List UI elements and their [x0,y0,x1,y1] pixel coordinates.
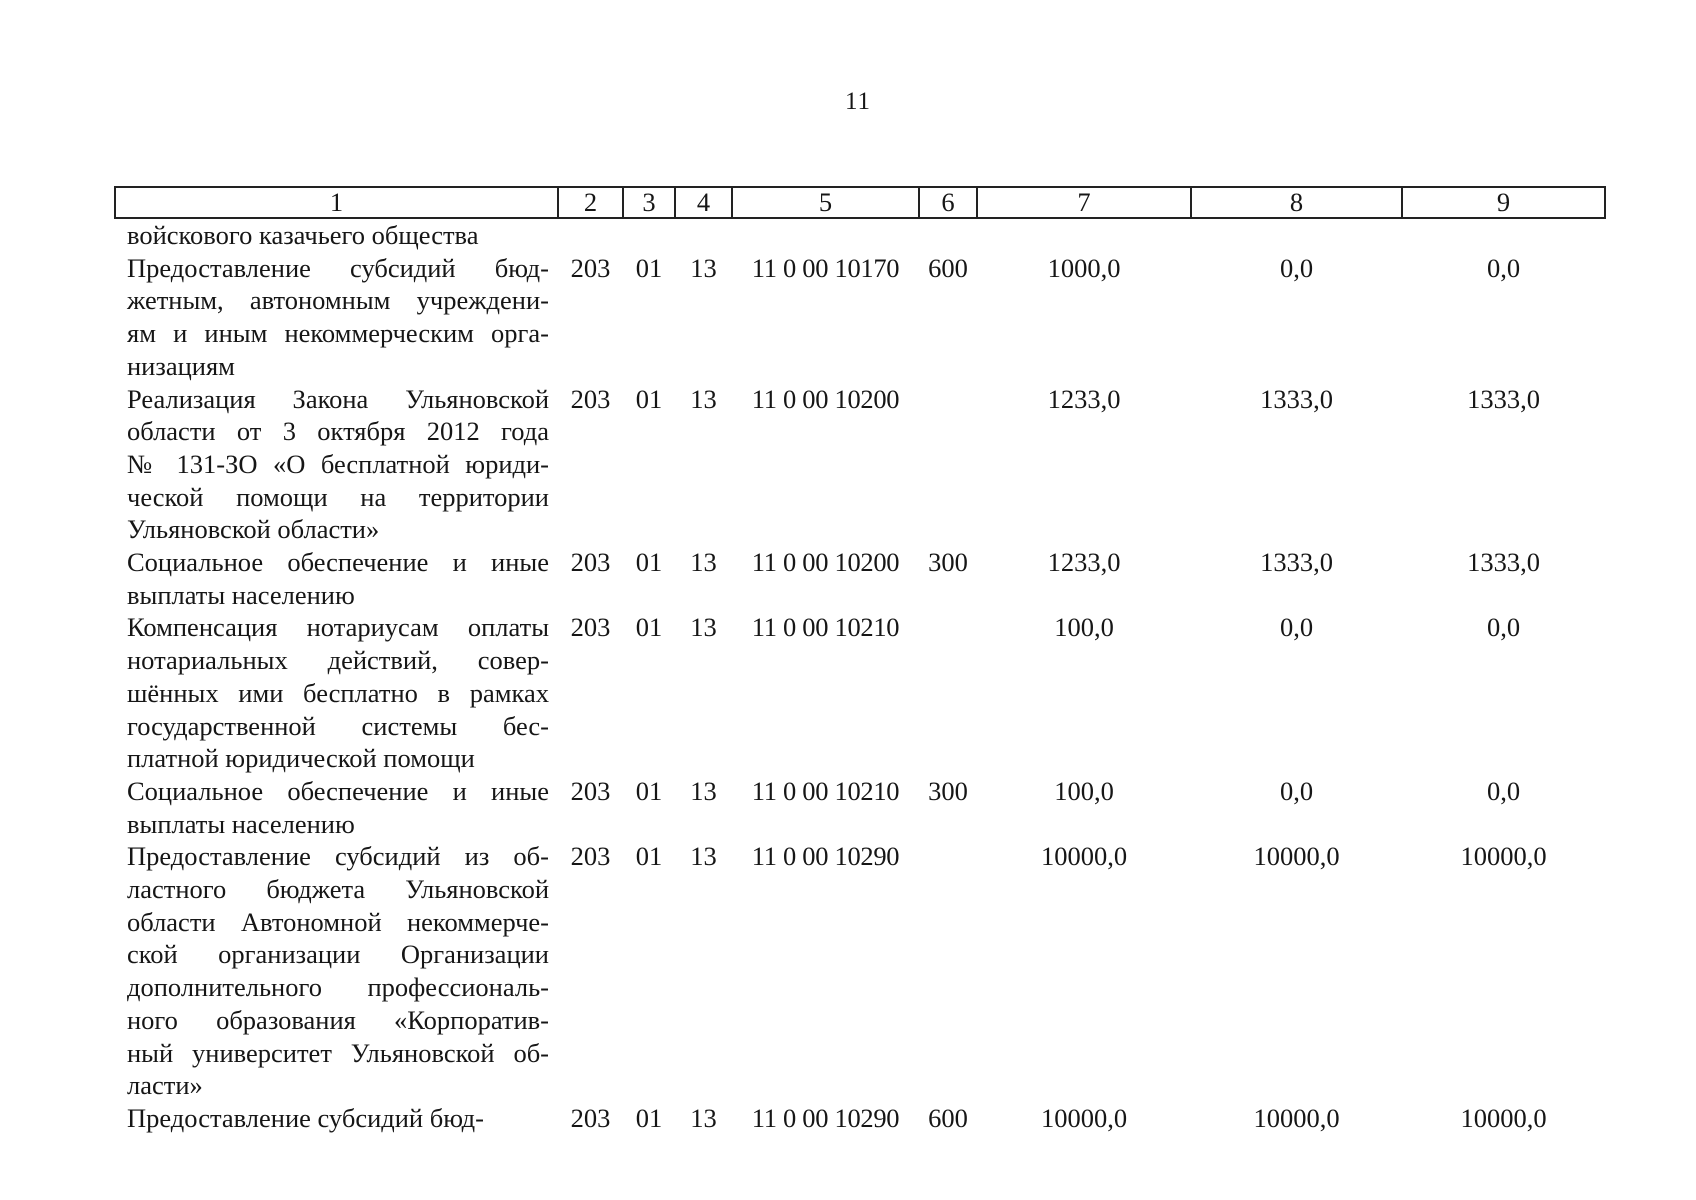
column-header-2: 2 [558,187,623,218]
cell-amount-year-1: 10000,0 [1040,841,1128,872]
cell-amount-year-2: 10000,0 [1253,1102,1340,1133]
cell-target-article: 11 0 00 10170 [751,252,900,283]
cell-target-article [732,218,919,252]
table-header-row [115,187,1605,218]
cell-section: 01 [635,1102,663,1133]
description-line: ный университет Ульяновской об- [127,1037,549,1068]
cell-subsection: 13 [690,252,717,283]
cell-subsection: 13 [690,612,717,643]
cell-target-article: 11 0 00 10200 [751,547,900,578]
cell-description [115,252,558,383]
cell-amount-year-1: 1000,0 [1047,252,1121,283]
cell-admin-code: 203 [570,841,611,872]
cell-section [623,218,675,252]
cell-target-article: 11 0 00 10210 [751,775,900,806]
description-line: нотариальных действий, совер- [127,645,549,676]
cell-admin-code: 203 [570,612,611,643]
cell-amount-year-3: 1333,0 [1467,383,1540,414]
cell-admin-code: 203 [570,252,611,283]
cell-admin-code: 203 [570,383,611,414]
description-line: области от 3 октября 2012 года [127,416,549,447]
description-line: жетным, автономным учреждени- [127,285,549,316]
cell-admin-code: 203 [570,547,611,578]
cell-admin-code [558,218,623,252]
description-line: войскового казачьего общества [127,220,479,250]
column-header-1: 1 [115,187,558,218]
cell-amount-year-3: 0,0 [1486,612,1521,643]
cell-description [115,218,558,252]
cell-amount-year-2: 0,0 [1279,612,1314,643]
cell-section: 01 [635,612,663,643]
description-line: № 131-ЗО «О бесплатной юриди- [127,448,549,479]
cell-target-article: 11 0 00 10200 [751,383,900,414]
cell-amount-year-2: 0,0 [1279,775,1314,806]
cell-admin-code: 203 [570,1102,611,1133]
description-line: Предоставление субсидий бюд- [127,1102,484,1133]
cell-expense-type: 600 [928,1102,968,1133]
description-line: платной юридической помощи [127,743,475,774]
cell-amount-year-3: 1333,0 [1467,547,1540,578]
cell-description [115,546,558,611]
description-line: низациям [127,350,235,381]
description-line: Компенсация нотариусам оплаты [127,612,549,643]
column-header-3: 3 [623,187,675,218]
cell-expense-type [919,383,977,547]
cell-subsection: 13 [690,383,717,414]
cell-description [115,611,558,775]
cell-expense-type [919,611,977,775]
description-line: ластного бюджета Ульяновской [127,874,549,905]
description-line: Предоставление субсидий из об- [127,841,549,872]
cell-amount-year-2: 1333,0 [1260,547,1333,578]
table-row [115,775,1605,840]
description-line: ской организации Организации [127,939,549,970]
cell-amount-year-3: 10000,0 [1460,1102,1547,1133]
cell-amount-year-1: 100,0 [1054,775,1114,806]
description-line: области Автономной некоммерче- [127,906,549,937]
description-line: Предоставление субсидий бюд- [127,252,549,283]
cell-amount-year-3: 0,0 [1486,775,1521,806]
description-line: государственной системы бес- [127,710,549,741]
column-header-4: 4 [675,187,732,218]
table-row [115,840,1605,1102]
description-line: выплаты населению [127,579,355,610]
description-line: дополнительного профессиональ- [127,972,549,1003]
cell-expense-type: 300 [928,547,968,578]
cell-amount-year-3 [1402,218,1605,252]
column-header-7: 7 [977,187,1191,218]
table-row [115,546,1605,611]
cell-amount-year-1: 10000,0 [1040,1102,1128,1133]
cell-section: 01 [635,841,663,872]
cell-amount-year-1: 1233,0 [1047,383,1121,414]
cell-section: 01 [635,383,663,414]
table-row [115,252,1605,383]
cell-subsection [675,218,732,252]
cell-amount-year-1: 100,0 [1054,612,1114,643]
cell-section: 01 [635,775,663,806]
cell-amount-year-2: 1333,0 [1260,383,1333,414]
budget-table [114,186,1606,1135]
cell-description [115,383,558,547]
cell-subsection: 13 [690,775,717,806]
cell-expense-type: 600 [928,252,968,283]
table-row [115,218,1605,252]
cell-subsection: 13 [690,841,717,872]
description-line: выплаты населению [127,808,355,839]
cell-expense-type [919,218,977,252]
cell-admin-code: 203 [570,775,611,806]
description-line: ного образования «Корпоратив- [127,1004,549,1035]
cell-section: 01 [635,547,663,578]
cell-target-article: 11 0 00 10210 [751,612,900,643]
column-header-9: 9 [1402,187,1605,218]
cell-target-article: 11 0 00 10290 [751,1102,900,1133]
cell-amount-year-3: 0,0 [1486,252,1521,283]
cell-description [115,840,558,1102]
cell-subsection: 13 [690,547,717,578]
cell-amount-year-2: 10000,0 [1253,841,1340,872]
cell-section: 01 [635,252,663,283]
table-row [115,611,1605,775]
column-header-6: 6 [919,187,977,218]
description-line: Реализация Закона Ульяновской [127,383,549,414]
cell-amount-year-2 [1191,218,1402,252]
cell-expense-type: 300 [928,775,968,806]
description-line: шённых ими бесплатно в рамках [127,677,549,708]
description-line: ласти» [127,1070,203,1101]
table-body [115,218,1605,1135]
description-line: ям и иным некоммерческим орга- [127,318,549,349]
cell-amount-year-3: 10000,0 [1460,841,1547,872]
description-line: ческой помощи на территории [127,481,549,512]
description-line: Ульяновской области» [127,514,380,545]
cell-subsection: 13 [690,1102,717,1133]
cell-description [115,775,558,840]
table-row [115,1102,1605,1135]
cell-target-article: 11 0 00 10290 [751,841,900,872]
cell-expense-type [919,840,977,1102]
column-header-8: 8 [1191,187,1402,218]
description-line: Социальное обеспечение и иные [127,547,549,578]
cell-description [115,1102,558,1135]
table-row [115,383,1605,547]
page-number: 11 [844,88,872,115]
column-header-5: 5 [732,187,919,218]
cell-amount-year-2: 0,0 [1279,252,1314,283]
cell-amount-year-1: 1233,0 [1047,547,1121,578]
cell-amount-year-1 [977,218,1191,252]
description-line: Социальное обеспечение и иные [127,775,549,806]
